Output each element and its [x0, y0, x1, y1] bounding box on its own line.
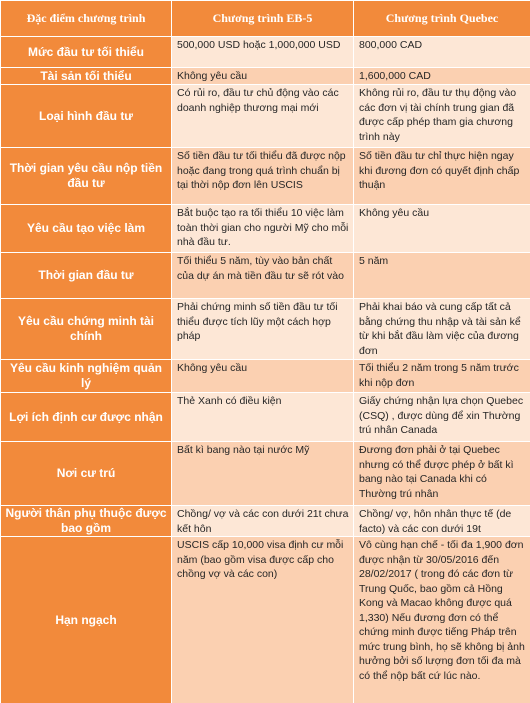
- row-label: Loại hình đầu tư: [1, 85, 172, 148]
- quebec-cell: 1,600,000 CAD: [354, 68, 530, 85]
- table-row: [1, 205, 530, 253]
- table-row: [1, 148, 530, 205]
- eb5-cell: Bất kì bang nào tại nước Mỹ: [172, 442, 354, 506]
- row-label: Người thân phụ thuộc được bao gồm: [1, 506, 172, 537]
- eb5-cell: Chồng/ vợ và các con dưới 21t chưa kết hôn: [172, 506, 354, 537]
- table-row: [1, 253, 530, 299]
- quebec-cell: Chồng/ vợ, hôn nhân thực tế (de facto) và các con dưới 19t: [354, 506, 530, 537]
- table-row: [1, 68, 530, 85]
- quebec-cell: Vô cùng hạn chế - tối đa 1,900 đơn được nhận từ 30/05/2016 đến 28/02/2017 ( trong đó các đơn từ Trung Quốc, bao gồm cả Hồng Kong và Macao không được quá 1,330) Nếu đương đơn có thể chứng minh được tiếng Pháp trên mức trung bình, họ sẽ không bị ảnh hưởng bởi số lượng đơn tối đa mà có thể nộp bất cứ lúc nào.: [354, 537, 530, 703]
- table-row: [1, 442, 530, 506]
- table-row: [1, 360, 530, 393]
- eb5-cell: Phải chứng minh số tiền đầu tư tối thiểu được tích lũy một cách hợp pháp: [172, 299, 354, 360]
- eb5-cell: Số tiền đầu tư tối thiểu đã được nộp hoặc đang trong quá trình chuẩn bị tại thời nộp đơn lên USCIS: [172, 148, 354, 205]
- row-label: Nơi cư trú: [1, 442, 172, 506]
- table-row: [1, 537, 530, 703]
- row-label: Thời gian yêu cầu nộp tiền đầu tư: [1, 148, 172, 205]
- eb5-cell: Không yêu cầu: [172, 360, 354, 393]
- quebec-cell: Tối thiểu 2 năm trong 5 năm trước khi nộp đơn: [354, 360, 530, 393]
- eb5-cell: USCIS cấp 10,000 visa định cư mỗi năm (bao gồm visa được cấp cho chồng vợ và các con): [172, 537, 354, 703]
- row-label: Hạn ngạch: [1, 537, 172, 703]
- eb5-cell: 500,000 USD hoặc 1,000,000 USD: [172, 37, 354, 68]
- eb5-cell: Tối thiểu 5 năm, tùy vào bản chất của dự án mà tiền đầu tư sẽ rót vào: [172, 253, 354, 299]
- table-row: [1, 37, 530, 68]
- row-label: Tài sản tối thiểu: [1, 68, 172, 85]
- table-row: [1, 299, 530, 360]
- quebec-cell: Số tiền đầu tư chỉ thực hiện ngay khi đương đơn có quyết định chấp thuận: [354, 148, 530, 205]
- quebec-cell: 800,000 CAD: [354, 37, 530, 68]
- quebec-cell: Không yêu cầu: [354, 205, 530, 253]
- header-eb5: Chương trình EB-5: [172, 1, 354, 37]
- eb5-cell: Bắt buộc tạo ra tối thiểu 10 việc làm toàn thời gian cho người Mỹ cho mỗi nhà đầu tư.: [172, 205, 354, 253]
- row-label: Lợi ích định cư được nhận: [1, 393, 172, 442]
- quebec-cell: 5 năm: [354, 253, 530, 299]
- row-label: Yêu cầu chứng minh tài chính: [1, 299, 172, 360]
- quebec-cell: Phải khai báo và cung cấp tất cả bằng chứng thu nhập và tài sản kể từ khi bắt đầu làm việc của đương đơn: [354, 299, 530, 360]
- header-row: [1, 1, 530, 37]
- header-quebec: Chương trình Quebec: [354, 1, 530, 37]
- table-row: [1, 393, 530, 442]
- quebec-cell: Giấy chứng nhận lựa chọn Quebec (CSQ) , được dùng để xin Thường trú nhân Canada: [354, 393, 530, 442]
- eb5-cell: Thẻ Xanh có điều kiện: [172, 393, 354, 442]
- eb5-cell: Có rủi ro, đầu tư chủ động vào các doanh nghiệp thương mại mới: [172, 85, 354, 148]
- row-label: Yêu cầu kinh nghiệm quản lý: [1, 360, 172, 393]
- quebec-cell: Đương đơn phải ở tại Quebec nhưng có thể được phép ở bất kì bang nào tại Canada khi có Thường trú nhân: [354, 442, 530, 506]
- table-row: [1, 85, 530, 148]
- table-row: [1, 506, 530, 537]
- eb5-cell: Không yêu cầu: [172, 68, 354, 85]
- row-label: Mức đầu tư tối thiểu: [1, 37, 172, 68]
- quebec-cell: Không rủi ro, đầu tư thụ động vào các đơn vị tài chính trung gian đã được cấp phép tham gia chương trình này: [354, 85, 530, 148]
- row-label: Thời gian đầu tư: [1, 253, 172, 299]
- row-label: Yêu cầu tạo việc làm: [1, 205, 172, 253]
- header-feature: Đặc điểm chương trình: [1, 1, 172, 37]
